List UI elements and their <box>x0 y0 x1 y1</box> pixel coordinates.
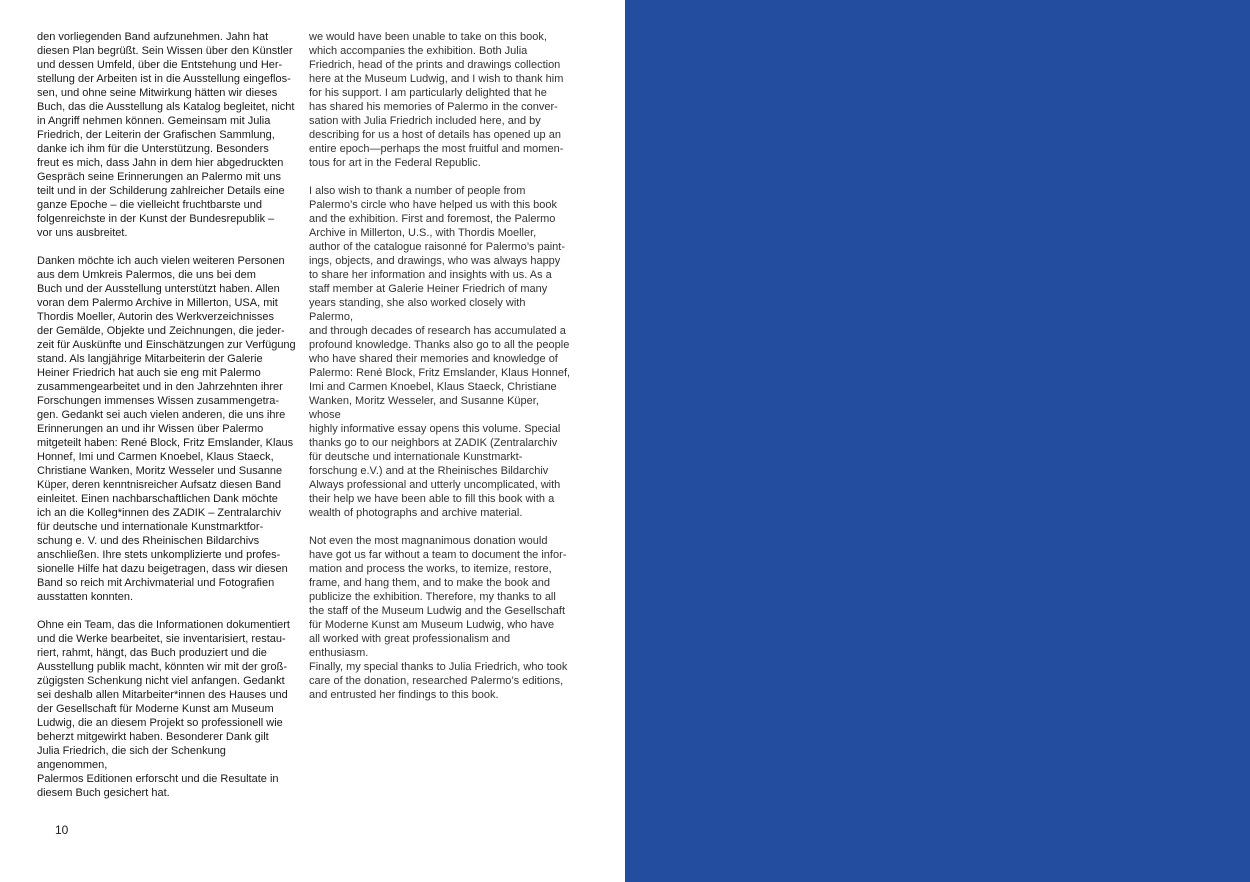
german-paragraph: Ohne ein Team, das die Informationen dokumentiert und die Werke bearbeitet, sie inventarisiert, restau- riert, rahmt, hängt, das Buch produziert und die Ausstellung publik macht, könnten wir mit der groß- zügigsten Schenkung nicht viel anfangen. Gedankt sei deshalb allen Mitarbeiter*innen des Hauses und der Gesellschaft für Moderne Kunst am Museum Ludwig, die an diesem Projekt so professionell wie beherzt mitgewirkt haben. Besonderer Dank gilt Julia Friedrich, die sich der Schenkung angenommen, Palermos Editionen erforscht und die Resultate in diesem Buch gesichert hat. <box>37 619 290 799</box>
right-page-color-field <box>625 0 1250 882</box>
english-text-column <box>309 30 571 716</box>
english-paragraph: Not even the most magnanimous donation would have got us far without a team to document the infor- mation and process the works, to itemize, restore, frame, and hang them, and to make the book and publicize the exhibition. Therefore, my thanks to all the staff of the Museum Ludwig and the Gesellschaft für Moderne Kunst am Museum Ludwig, who have all worked with great professionalism and enthusiasm. Finally, my special thanks to Julia Friedrich, who took care of the donation, researched Palermo’s editions, and entrusted her findings to this book. <box>309 535 568 701</box>
english-paragraph: I also wish to thank a number of people from Palermo’s circle who have helped us with this book and the exhibition. First and foremost, the Palermo Archive in Millerton, U.S., with Thordis Moeller, author of the catalogue raisonné for Palermo’s paint- ings, objects, and drawings, who was always happy to share her information and insights with us. As a staff member at Galerie Heiner Friedrich of many years standing, she also worked closely with Palermo, and through decades of research has accumulated a profound knowledge. Thanks also go to all the people who have shared their memories and knowledge of Palermo: René Block, Fritz Emslander, Klaus Honnef, Imi and Carmen Knoebel, Klaus Staeck, Christiane Wanken, Moritz Wesseler, and Susanne Küper, whose highly informative essay opens this volume. Special thanks go to our neighbors at ZADIK (Zentralarchiv für deutsche und internationale Kunstmarkt- forschung e.V.) and at the Rheinisches Bildarchiv Always professional and utterly uncomplicated, with their help we have been able to fill this book with a wealth of photographs and archive material. <box>309 185 571 519</box>
german-paragraph: Danken möchte ich auch vielen weiteren Personen aus dem Umkreis Palermos, die uns bei dem Buch und der Ausstellung unterstützt haben. Allen voran dem Palermo Archive in Millerton, USA, mit Thordis Moeller, Autorin des Werkverzeichnisses der Gemälde, Objekte und Zeichnungen, die jeder- zeit für Auskünfte und Einschätzungen zur Verfügung stand. Als langjährige Mitarbeiterin der Galerie Heiner Friedrich hat auch sie eng mit Palermo zusammengearbeitet und in den Jahrzehnten ihrer Forschungen immenses Wissen zusammengetra- gen. Gedankt sei auch vielen anderen, die uns ihre Erinnerungen an und ihr Wissen über Palermo mitgeteilt haben: René Block, Fritz Emslander, Klaus Honnef, Imi und Carmen Knoebel, Klaus Staeck, Christiane Wanken, Moritz Wesseler und Susanne Küper, deren kenntnisreicher Aufsatz diesen Band einleitet. Einen nachbarschaftlichen Dank möchte ich an die Kolleg*innen des ZADIK – Zentralarchiv für deutsche und internationale Kunstmarktfor- schung e. V. und des Rheinischen Bildarchivs anschließen. Ihre stets unkomplizierte und profes- sionelle Hilfe hat dazu beigetragen, dass wir diesen Band so reich mit Archivmaterial und Fotografien ausstatten konnten. <box>37 255 296 603</box>
english-paragraph: we would have been unable to take on this book, which accompanies the exhibition. Both Julia Friedrich, head of the prints and drawings collection here at the Museum Ludwig, and I wish to thank him for his support. I am particularly delighted that he has shared his memories of Palermo in the conver- sation with Julia Friedrich included here, and by describing for us a host of details has opened up an entire epoch—perhaps the most fruitful and momen- tous for art in the Federal Republic. <box>309 31 564 169</box>
german-paragraph: den vorliegenden Band aufzunehmen. Jahn hat diesen Plan begrüßt. Sein Wissen über den Künstler und dessen Umfeld, über die Entstehung und Her- stellung der Arbeiten ist in die Ausstellung eingeflos- sen, und ohne seine Mitwirkung hätten wir dieses Buch, das die Ausstellung als Katalog begleitet, nicht in Angriff nehmen können. Gemeinsam mit Julia Friedrich, der Leiterin der Grafischen Sammlung, danke ich ihm für die Unterstützung. Besonders freut es mich, dass Jahn in dem hier abgedruckten Gespräch seine Erinnerungen an Palermo mit uns teilt und in der Schilderung zahlreicher Details eine ganze Epoche – die vielleicht fruchtbarste und folgenreichste in der Kunst der Bundesrepublik – vor uns ausbreitet. <box>37 31 295 239</box>
german-text-column <box>37 30 299 814</box>
page-number: 10 <box>55 823 69 837</box>
